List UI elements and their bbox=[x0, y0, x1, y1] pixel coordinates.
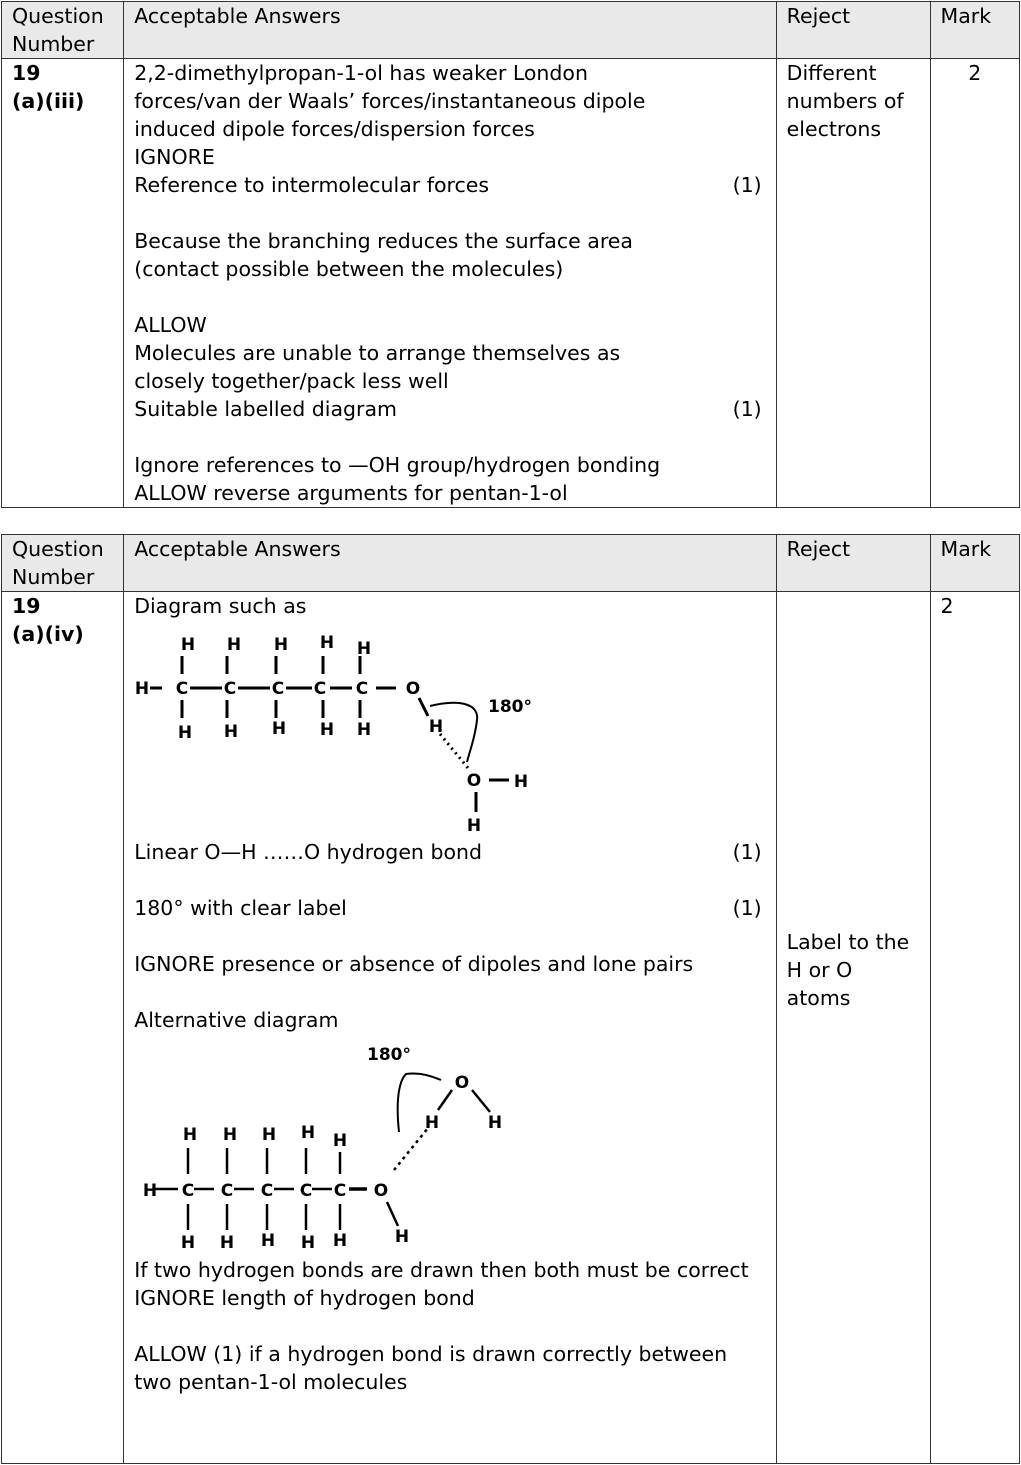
question-part: (a)(iv) bbox=[12, 622, 84, 646]
atom-label: H bbox=[181, 635, 196, 655]
question-number: 19 bbox=[12, 61, 41, 85]
atom-label: H bbox=[223, 1125, 238, 1145]
answer-line: ALLOW bbox=[134, 313, 207, 337]
atom-label: H bbox=[429, 717, 444, 737]
mark-point: (1) bbox=[732, 173, 762, 197]
answer-line: ALLOW (1) if a hydrogen bond is drawn correctly between two pentan-1-ol molecules bbox=[134, 1342, 734, 1394]
reject-cell: Different numbers of electrons bbox=[776, 59, 930, 508]
atom-label: H bbox=[395, 1227, 410, 1247]
hydrogen-bond-dotted bbox=[440, 734, 468, 768]
marked-line bbox=[134, 894, 765, 922]
atom-label: H bbox=[301, 1233, 316, 1253]
atom-label: H bbox=[143, 1181, 158, 1201]
answer-line: Molecules are unable to arrange themselves as bbox=[134, 341, 621, 365]
mark-point: (1) bbox=[732, 397, 762, 421]
mark-point: (1) bbox=[732, 840, 762, 864]
acceptable-answers-cell bbox=[124, 59, 776, 508]
header-acceptable-answers: Acceptable Answers bbox=[124, 2, 776, 59]
atom-label: H bbox=[274, 635, 289, 655]
atom-label: H bbox=[262, 1125, 277, 1145]
atom-label: H bbox=[333, 1231, 348, 1251]
header-reject: Reject bbox=[776, 535, 930, 592]
answer-line: IGNORE bbox=[134, 145, 215, 169]
answer-line: Because the branching reduces the surface area bbox=[134, 229, 633, 253]
atom-label: O bbox=[454, 1073, 470, 1093]
question-part: (a)(iii) bbox=[12, 89, 85, 113]
hydrogen-bond-diagram-2 bbox=[134, 1034, 534, 1256]
atom-label: H bbox=[357, 720, 372, 740]
answer-line: Alternative diagram bbox=[134, 1008, 339, 1032]
header-mark: Mark bbox=[930, 535, 1019, 592]
atom-label: H bbox=[333, 1131, 348, 1151]
mark-scheme-table-1 bbox=[1, 1, 1020, 508]
answer-line: Suitable labelled diagram bbox=[134, 397, 397, 421]
atom-label: C bbox=[220, 1181, 234, 1201]
atom-label: C bbox=[260, 1181, 274, 1201]
header-row bbox=[2, 2, 1020, 59]
atom-label: H bbox=[261, 1231, 276, 1251]
question-number-cell bbox=[2, 59, 124, 508]
atom-label: O bbox=[405, 679, 421, 699]
answer-line: Diagram such as bbox=[134, 594, 307, 618]
atom-label: C bbox=[181, 1181, 195, 1201]
header-question-number: Question Number bbox=[2, 535, 124, 592]
hydrogen-bond-dotted bbox=[394, 1128, 428, 1170]
atom-label: H bbox=[425, 1113, 440, 1133]
question-number-cell bbox=[2, 592, 124, 1464]
atom-label: H bbox=[272, 719, 287, 739]
atom-label: H bbox=[181, 1233, 196, 1253]
atom-label: C bbox=[223, 679, 237, 699]
mark-cell: 2 bbox=[930, 592, 1019, 1464]
mark-point: (1) bbox=[732, 896, 762, 920]
angle-label: 180° bbox=[488, 697, 533, 717]
atom-label: C bbox=[333, 1181, 347, 1201]
marked-line bbox=[134, 395, 765, 423]
marked-line bbox=[134, 171, 765, 199]
acceptable-answers-cell bbox=[124, 592, 776, 1464]
angle-label: 180° bbox=[367, 1045, 412, 1065]
mark-scheme-table-2 bbox=[1, 534, 1020, 1464]
marked-line bbox=[134, 838, 765, 866]
answer-line: closely together/pack less well bbox=[134, 369, 449, 393]
atom-label: C bbox=[313, 679, 327, 699]
answer-line: induced dipole forces/dispersion forces bbox=[134, 117, 535, 141]
mark-cell: 2 bbox=[930, 59, 1019, 508]
header-reject: Reject bbox=[776, 2, 930, 59]
atom-label: C bbox=[355, 679, 369, 699]
atom-label: H bbox=[488, 1113, 503, 1133]
answer-line: (contact possible between the molecules) bbox=[134, 257, 564, 281]
atom-label: H bbox=[320, 633, 335, 653]
atom-label: C bbox=[299, 1181, 313, 1201]
answer-row bbox=[2, 592, 1020, 1464]
atom-label: H bbox=[514, 772, 529, 792]
atom-label: H bbox=[220, 1233, 235, 1253]
atom-label: H bbox=[320, 720, 335, 740]
atom-label: H bbox=[227, 635, 242, 655]
answer-line: 180° with clear label bbox=[134, 896, 347, 920]
answer-line: Reference to intermolecular forces bbox=[134, 173, 490, 197]
atom-label: C bbox=[271, 679, 285, 699]
atom-label: H bbox=[224, 722, 239, 742]
reject-text: Label to the H or O atoms bbox=[786, 930, 916, 1010]
header-mark: Mark bbox=[930, 2, 1019, 59]
answer-line: Linear O—H ……O hydrogen bond bbox=[134, 840, 483, 864]
atom-label: H bbox=[357, 639, 372, 659]
header-question-number: Question Number bbox=[2, 2, 124, 59]
atom-label: H bbox=[301, 1123, 316, 1143]
atom-label: H bbox=[135, 679, 150, 699]
question-number: 19 bbox=[12, 594, 41, 618]
atom-label: H bbox=[178, 723, 193, 743]
atom-label: H bbox=[183, 1125, 198, 1145]
atom-label: O bbox=[466, 771, 482, 791]
header-row bbox=[2, 535, 1020, 592]
atom-label: O bbox=[373, 1181, 389, 1201]
answer-line: 2,2-dimethylpropan-1-ol has weaker London bbox=[134, 61, 588, 85]
atom-label: C bbox=[175, 679, 189, 699]
bonds bbox=[154, 1090, 490, 1230]
answer-line: ALLOW reverse arguments for pentan-1-ol bbox=[134, 481, 568, 505]
answer-line: IGNORE length of hydrogen bond bbox=[134, 1286, 475, 1310]
header-acceptable-answers: Acceptable Answers bbox=[124, 535, 776, 592]
answer-line: If two hydrogen bonds are drawn then both must be correct bbox=[134, 1258, 749, 1282]
hydrogen-bond-diagram-1 bbox=[134, 620, 554, 838]
atom-label: H bbox=[467, 816, 482, 836]
answer-row bbox=[2, 59, 1020, 508]
answer-line: forces/van der Waals’ forces/instantaneous dipole bbox=[134, 89, 646, 113]
answer-line: Ignore references to —OH group/hydrogen bonding bbox=[134, 453, 661, 477]
reject-cell bbox=[776, 592, 930, 1464]
answer-line: IGNORE presence or absence of dipoles and lone pairs bbox=[134, 952, 694, 976]
